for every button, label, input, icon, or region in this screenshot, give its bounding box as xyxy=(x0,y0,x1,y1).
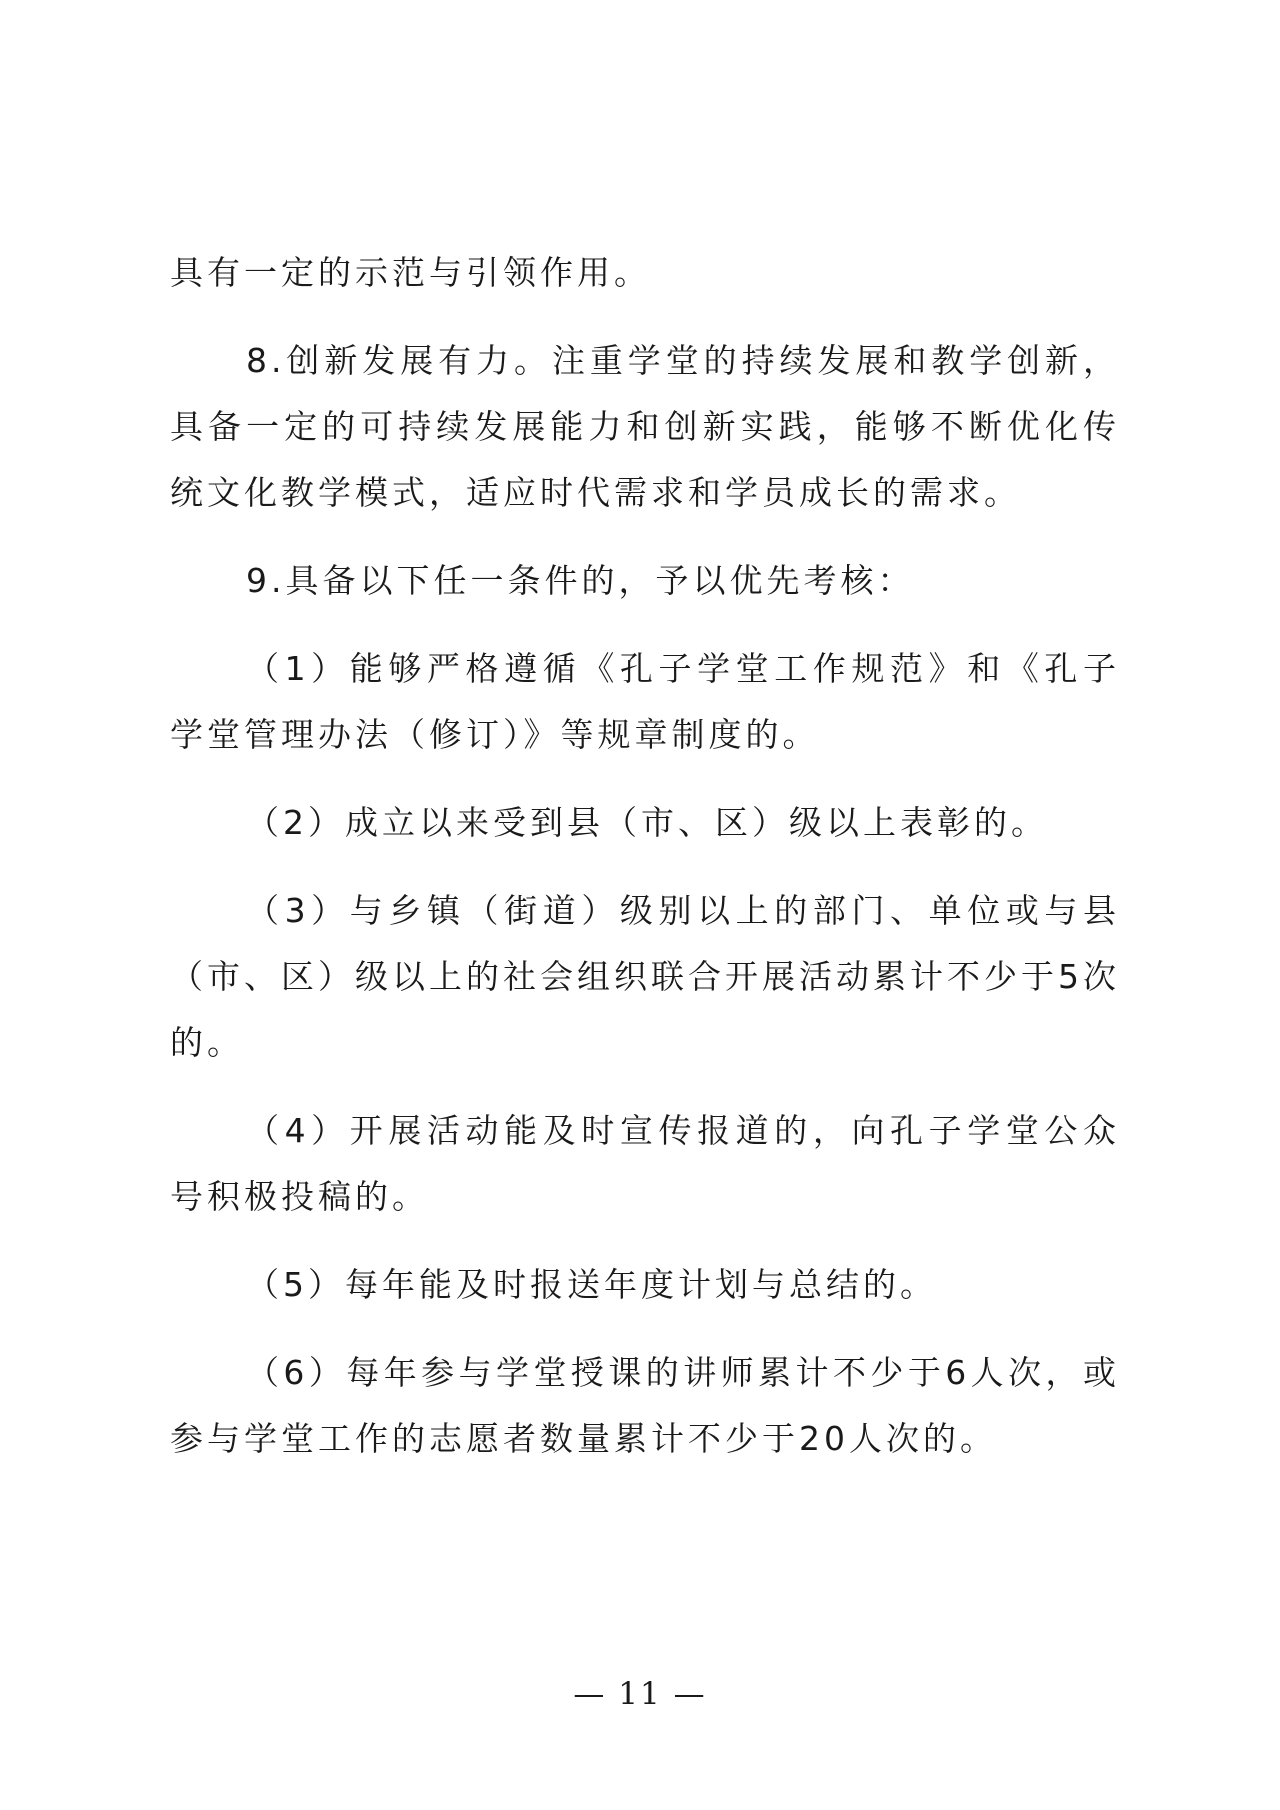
paragraph-subitem-6: （6）每年参与学堂授课的讲师累计不少于6人次，或参与学堂工作的志愿者数量累计不少于20人次的。 xyxy=(170,1353,1120,1458)
paragraph-subitem-3: （3）与乡镇（街道）级别以上的部门、单位或与县（市、区）级以上的社会组织联合开展活动累计不少于5次的。 xyxy=(170,891,1120,1062)
body-text xyxy=(170,240,1120,1494)
page-number: — 11 — xyxy=(573,1676,707,1712)
paragraph-subitem-5: （5）每年能及时报送年度计划与总结的。 xyxy=(246,1265,937,1304)
paragraph-subitem-4: （4）开展活动能及时宣传报道的，向孔子学堂公众号积极投稿的。 xyxy=(170,1111,1120,1216)
paragraph-subitem-1: （1）能够严格遵循《孔子学堂工作规范》和《孔子学堂管理办法（修订）》等规章制度的。 xyxy=(170,649,1120,754)
paragraph-item-9: 9.具备以下任一条件的，予以优先考核： xyxy=(246,561,915,600)
paragraph-continuation: 具有一定的示范与引领作用。 xyxy=(170,253,651,292)
paragraph-item-8: 8.创新发展有力。注重学堂的持续发展和教学创新，具备一定的可持续发展能力和创新实践，能够不断优化传统文化教学模式，适应时代需求和学员成长的需求。 xyxy=(170,341,1120,512)
paragraph-subitem-2: （2）成立以来受到县（市、区）级以上表彰的。 xyxy=(246,803,1048,842)
